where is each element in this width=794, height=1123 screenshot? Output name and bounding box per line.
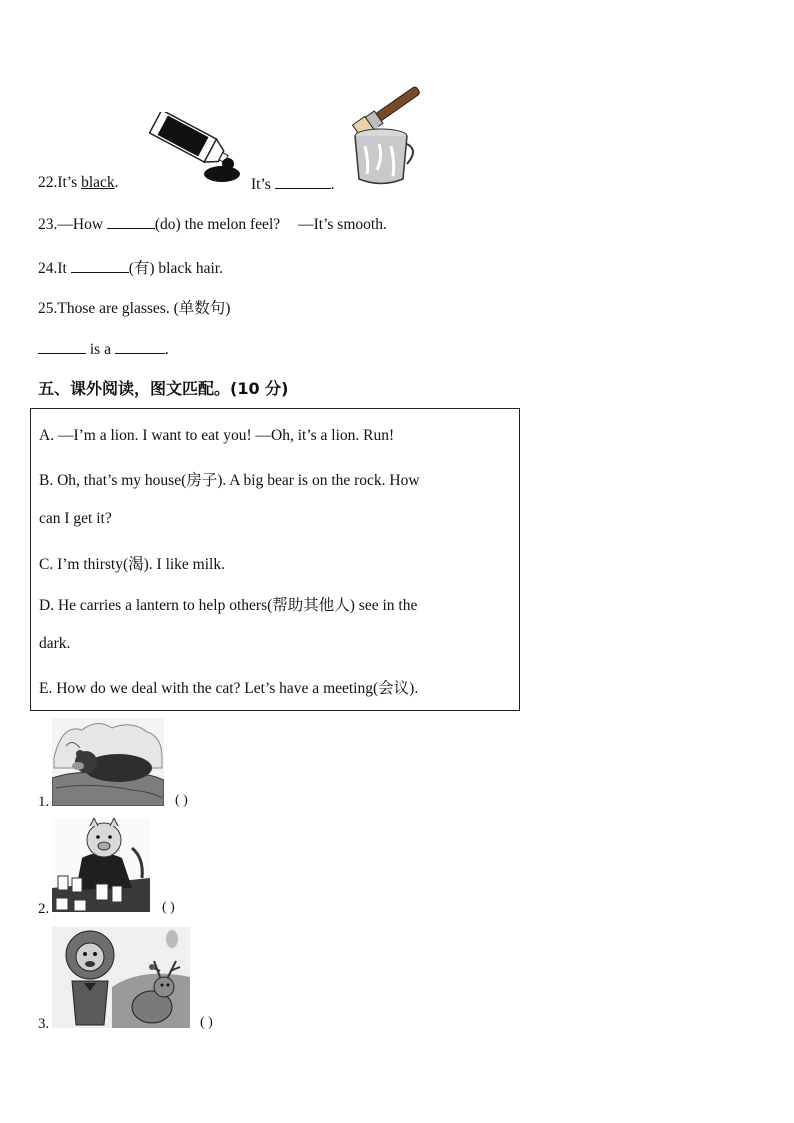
q22-underlined-word: black <box>81 174 115 191</box>
paint-tube-illustration <box>140 112 245 187</box>
bear-on-rock-picture <box>52 718 164 806</box>
q24-prefix: 24.It <box>38 260 71 277</box>
reading-option-c: C. I’m thirsty(渴). I like milk. <box>39 556 225 573</box>
reading-option-b-line2: can I get it? <box>39 510 112 527</box>
q23-prefix: 23.—How <box>38 216 107 233</box>
question-25 <box>38 296 230 318</box>
q23-blank[interactable] <box>107 214 155 229</box>
q22-end: . <box>330 176 335 193</box>
section-title: 五、课外阅读，图文匹配。(10 分) <box>38 379 289 398</box>
reading-passage-box <box>30 408 520 711</box>
question-22-answer <box>251 174 335 194</box>
reading-option-a: A. —I’m a lion. I want to eat you! —Oh, it’s a lion. Run! <box>39 427 395 444</box>
q22-blank[interactable] <box>275 174 331 189</box>
q25-blank-2[interactable] <box>115 339 165 354</box>
q25-answer-end: . <box>164 341 169 358</box>
q25-blank-1[interactable] <box>38 339 86 354</box>
question-24 <box>38 256 223 278</box>
match-1-number: 1. <box>38 794 50 810</box>
q23-reply: —It’s smooth. <box>298 216 387 233</box>
q24-hint: (有) black hair. <box>128 260 223 277</box>
reading-option-e: E. How do we deal with the cat? Let’s have a meeting(会议). <box>39 680 419 697</box>
q25-answer-mid: is a <box>86 341 115 358</box>
q22-after: . <box>114 174 119 191</box>
question-23 <box>38 214 387 234</box>
match-3-number: 3. <box>38 1016 50 1032</box>
thirsty-animal-with-milk-picture <box>52 818 150 912</box>
reading-option-d-line1: D. He carries a lantern to help others(帮助其他人) see in the <box>39 597 418 614</box>
match-1-answer-parens[interactable]: ( ) <box>175 793 188 808</box>
match-2-answer-parens[interactable]: ( ) <box>162 900 175 915</box>
paint-bucket-illustration <box>345 84 430 189</box>
q25-text: 25.Those are glasses. (单数句) <box>38 300 231 317</box>
reading-option-d-line2: dark. <box>39 635 71 652</box>
match-3-answer-parens[interactable]: ( ) <box>200 1015 213 1030</box>
lion-and-deer-picture <box>52 927 190 1028</box>
q24-blank[interactable] <box>71 258 129 273</box>
q22-prefix: 22.It’s <box>38 174 82 191</box>
q22-second-prefix: It’s <box>251 176 275 193</box>
question-25-answer <box>38 339 169 359</box>
reading-option-b-line1: B. Oh, that’s my house(房子). A big bear is on the rock. How <box>39 472 420 489</box>
question-22 <box>38 174 119 192</box>
match-2-number: 2. <box>38 901 50 917</box>
q23-hint: (do) the melon feel? <box>154 216 281 233</box>
